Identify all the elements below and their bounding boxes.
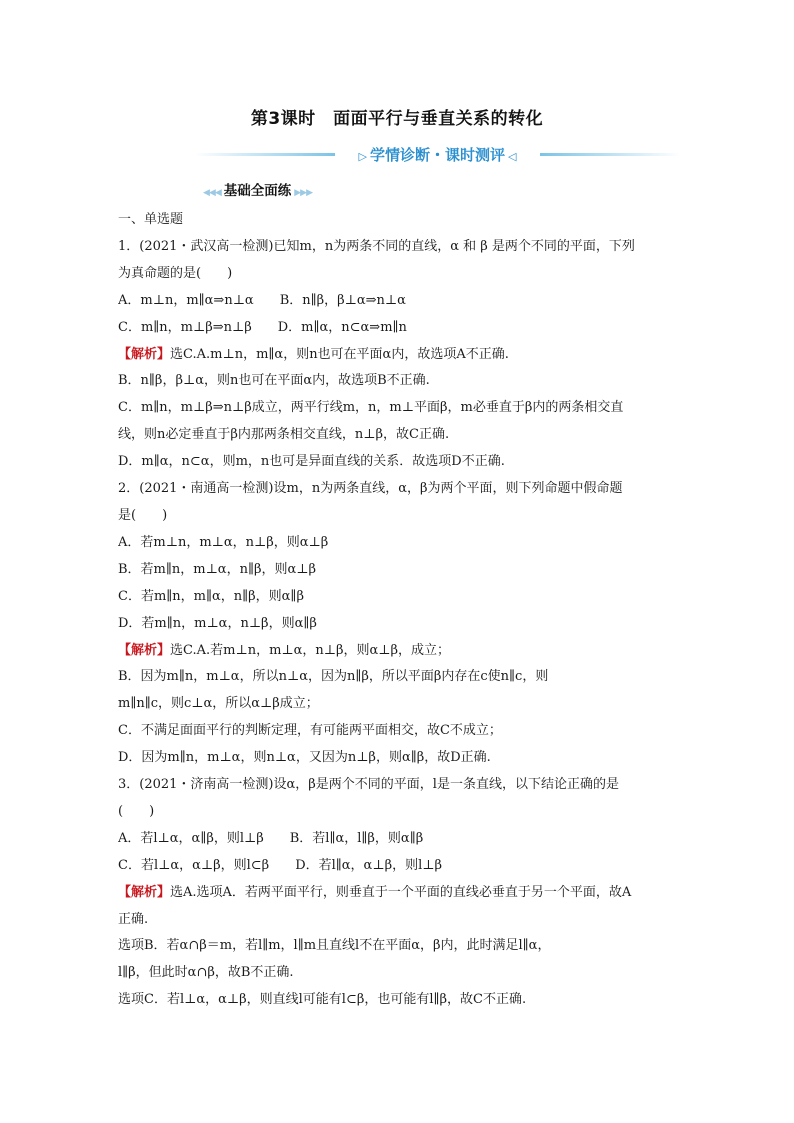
- text-line: [118, 987, 683, 1014]
- banner-left-arrow-icon: ▷: [358, 150, 367, 163]
- text-line: [118, 530, 683, 557]
- text-line: [118, 234, 683, 261]
- text-line: [118, 584, 683, 611]
- text-line: [118, 826, 683, 853]
- line-text: 3．(2021・济南高一检测)设α，β是两个不同的平面，l是一条直线，以下结论正确的是: [118, 777, 619, 793]
- line-text: 为真命题的是( ): [118, 265, 233, 281]
- line-text: 选A.选项A．若两平面平行，则垂直于一个平面的直线必垂直于另一个平面，故A: [170, 884, 632, 900]
- page-title: 第3课时 面面平行与垂直关系的转化: [250, 109, 544, 129]
- line-text: D．m∥α，n⊂α，则m，n也可是异面直线的关系．故选项D不正确.: [118, 454, 505, 470]
- line-text: C．若l⊥α，α⊥β，则l⊂β D．若l∥α，α⊥β，则l⊥β: [118, 857, 442, 873]
- text-line: [118, 422, 683, 449]
- line-text: 线，则n必定垂直于β内那两条相交直线，n⊥β，故C正确.: [118, 427, 450, 443]
- text-line: [118, 718, 683, 745]
- line-text: m∥n∥c，则c⊥α，所以α⊥β成立；: [118, 696, 319, 712]
- line-text: B．因为m∥n，m⊥α，所以n⊥α，因为n∥β，所以平面β内存在c使n∥c，则: [118, 669, 549, 685]
- line-text: C．若m∥n，m∥α，n∥β，则α∥β: [118, 588, 304, 604]
- banner-text: 学情诊断・课时测评: [369, 146, 505, 164]
- text-line: [118, 772, 683, 799]
- text-line: [118, 557, 683, 584]
- line-text: 2．(2021・南通高一检测)设m，n为两条直线，α，β为两个平面，则下列命题中假命题: [118, 481, 623, 497]
- line-text: 一、单选题: [118, 212, 184, 227]
- line-text: 选C.A.m⊥n，m∥α，则n也可在平面α内，故选项A不正确.: [170, 346, 509, 362]
- text-line: [118, 664, 683, 691]
- line-text: C．不满足面面平行的判断定理，有可能两平面相交，故C不成立；: [118, 723, 502, 739]
- text-line: [118, 638, 683, 665]
- analysis-tag: 【解析】: [118, 884, 171, 900]
- text-line: [118, 907, 683, 934]
- text-line: [118, 933, 683, 960]
- line-text: l∥β，但此时α∩β，故B不正确.: [118, 965, 294, 981]
- line-text: B．若m∥n，m⊥α，n∥β，则α⊥β: [118, 561, 317, 577]
- text-line: [118, 449, 683, 476]
- text-line: [118, 960, 683, 987]
- line-text: D．因为m∥n，m⊥α，则n⊥α，又因为n⊥β，则α∥β，故D正确.: [118, 750, 491, 766]
- text-line: [118, 368, 683, 395]
- line-text: D．若m∥n，m⊥α，n⊥β，则α∥β: [118, 615, 317, 631]
- text-line: [118, 611, 683, 638]
- line-text: A．若m⊥n，m⊥α，n⊥β，则α⊥β: [118, 534, 329, 550]
- line-text: 正确.: [118, 911, 149, 927]
- text-line: [118, 288, 683, 315]
- text-line: [118, 691, 683, 718]
- text-line: [118, 503, 683, 530]
- line-text: 选C.A.若m⊥n，m⊥α，n⊥β，则α⊥β，成立；: [170, 642, 451, 658]
- text-line: [118, 395, 683, 422]
- dots-right-icon: ▶▶▶: [294, 188, 313, 198]
- line-text: ( ): [118, 803, 155, 819]
- dots-left-icon: ◀◀◀: [203, 188, 221, 198]
- line-text: 选项B．若α∩β＝m，若l∥m，l∥m且直线l不在平面α，β内，此时满足l∥α，: [118, 938, 551, 954]
- line-text: C．m∥n，m⊥β⇒n⊥β成立，两平行线m，n，m⊥平面β，m必垂直于β内的两条相交直: [118, 400, 624, 416]
- document-body: [118, 207, 683, 1014]
- line-text: 是( ): [118, 507, 168, 523]
- text-line: [118, 880, 683, 907]
- banner-right-arrow-icon: ◁: [508, 150, 517, 163]
- text-line: [118, 745, 683, 772]
- line-text: 选项C．若l⊥α，α⊥β，则直线l可能有l⊂β，也可能有l∥β，故C不正确.: [118, 992, 527, 1008]
- line-text: 1．(2021・武汉高一检测)已知m，n为两条不同的直线，α 和 β 是两个不同的平面，下列: [118, 238, 635, 254]
- line-text: A．若l⊥α，α∥β，则l⊥β B．若l∥α，l∥β，则α∥β: [118, 830, 424, 846]
- section-heading: [200, 179, 315, 199]
- text-line: [118, 342, 683, 369]
- text-line: [118, 853, 683, 880]
- line-text: A．m⊥n，m∥α⇒n⊥α B．n∥β，β⊥α⇒n⊥α: [118, 292, 406, 308]
- analysis-tag: 【解析】: [118, 346, 171, 362]
- line-text: B．n∥β，β⊥α，则n也可在平面α内，故选项B不正确.: [118, 373, 430, 389]
- text-line: [118, 476, 683, 503]
- text-line: [118, 799, 683, 826]
- line-text: C．m∥n，m⊥β⇒n⊥β D．m∥α，n⊂α⇒m∥n: [118, 319, 407, 335]
- text-line: [118, 315, 683, 342]
- text-line: [118, 207, 683, 234]
- section-banner: [195, 143, 680, 165]
- analysis-tag: 【解析】: [118, 642, 171, 658]
- text-line: [118, 261, 683, 288]
- section-label: 基础全面练: [223, 183, 292, 199]
